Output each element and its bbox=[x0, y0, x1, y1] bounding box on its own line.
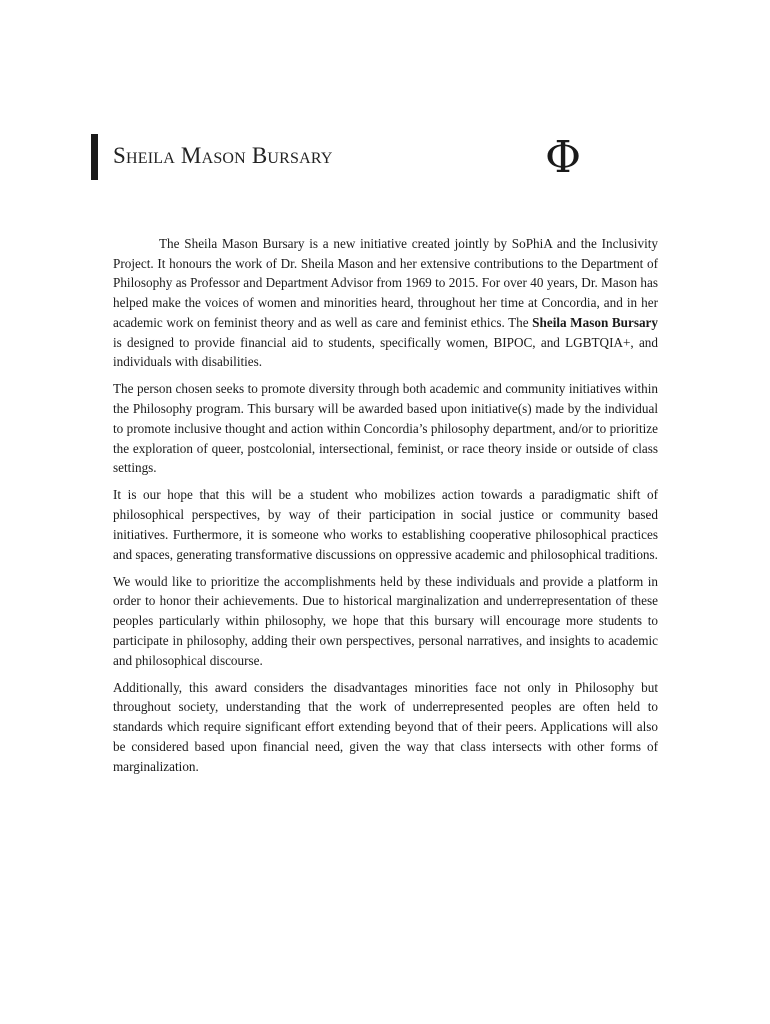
phi-symbol: Φ bbox=[545, 132, 582, 183]
paragraph-intro-text-b: is designed to provide financial aid to students, specifically women, BIPOC, and LGBTQIA+, and individuals with disabilities. bbox=[113, 334, 658, 370]
document-body bbox=[113, 234, 658, 784]
paragraph-hope: It is our hope that this will be a student who mobilizes action towards a paradigmatic shift of philosophical perspectives, by way of their participation in social justice or community based initiatives. Furthermore, it is someone who works to establishing cooperative philosophical practices and spaces, generating transformative discussions on oppressive academic and philosophical traditions. bbox=[113, 487, 658, 562]
bursary-name-bold: Sheila Mason Bursary bbox=[532, 314, 659, 330]
paragraph-priority: We would like to prioritize the accomplishments held by these individuals and provide a platform in order to honor their achievements. Due to historical marginalization and underrepresentation of these peoples particularly within philosophy, we hope that this bursary will encourage more students to participate in philosophy, adding their own perspectives, personal narratives, and insights to academic and philosophical discourse. bbox=[113, 573, 658, 668]
paragraph-intro bbox=[113, 234, 658, 372]
page-title: Sheila Mason Bursary bbox=[113, 143, 333, 168]
paragraph-financial-need: Additionally, this award considers the disadvantages minorities face not only in Philosophy but throughout society, understanding that the work of underrepresented peoples are often held to standards which require significant effort extending beyond that of their peers. Applications will also be considered based upon financial need, given the way that class intersects with other forms of marginalization. bbox=[113, 679, 658, 774]
paragraph-candidate: The person chosen seeks to promote diversity through both academic and community initiatives within the Philosophy program. This bursary will be awarded based upon initiative(s) made by the individual to promote inclusive thought and action within Concordia’s philosophy department, and/or to prioritize the exploration of queer, postcolonial, intersectional, feminist, or race theory inside or outside of class settings. bbox=[113, 381, 658, 476]
title-accent-bar bbox=[91, 134, 98, 180]
paragraph-intro-text-a: The Sheila Mason Bursary is a new initiative created jointly by SoPhiA and the Inclusivity Project. It honours the work of Dr. Sheila Mason and her extensive contributions to the Department of Philosophy as Professor and Department Advisor from 1969 to 2015. For over 40 years, Dr. Mason has helped make the voices of women and minorities heard, throughout her time at Concordia, and in her academic work on feminist theory and as well as care and feminist ethics. The bbox=[113, 236, 658, 330]
